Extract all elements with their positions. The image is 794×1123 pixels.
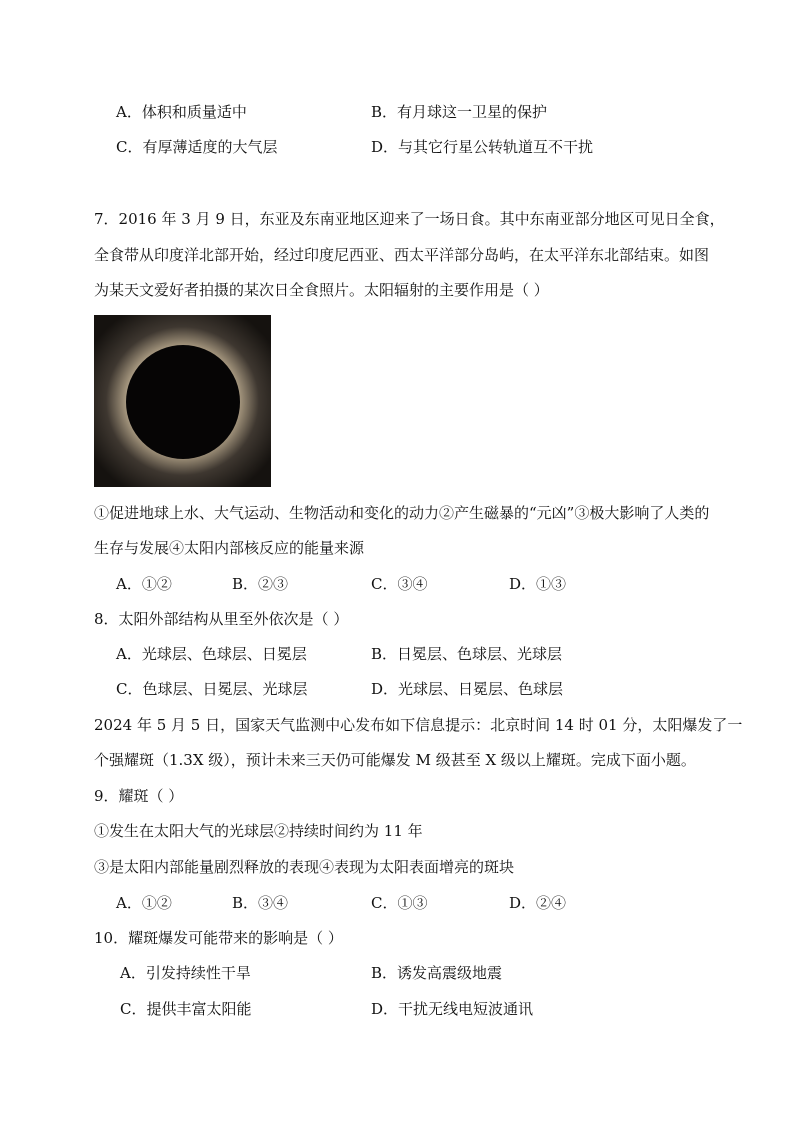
q10-option-a: A．引发持续性干旱 bbox=[120, 964, 251, 982]
q10-stem: 10．耀斑爆发可能带来的影响是（ ） bbox=[94, 929, 343, 947]
q7-option-c: C．③④ bbox=[371, 575, 428, 593]
q6-option-d: D．与其它行星公转轨道互不干扰 bbox=[371, 138, 594, 156]
q10-option-d: D．干扰无线电短波通讯 bbox=[371, 1000, 534, 1018]
q9-option-c: C．①③ bbox=[371, 894, 428, 912]
q7-stem-line-1: 7．2016 年 3 月 9 日，东亚及东南亚地区迎来了一场日食。其中东南亚部分地区可见日全食， bbox=[94, 210, 725, 228]
q6-option-c: C．有厚薄适度的大气层 bbox=[116, 138, 278, 156]
q6-option-b: B．有月球这一卫星的保护 bbox=[371, 103, 548, 121]
q8-option-b: B．日冕层、色球层、光球层 bbox=[371, 645, 563, 663]
q8-option-a: A．光球层、色球层、日冕层 bbox=[116, 645, 307, 663]
q7-stem-line-2: 全食带从印度洋北部开始，经过印度尼西亚、西太平洋部分岛屿，在太平洋东北部结束。如图 bbox=[94, 246, 710, 264]
q9-option-b: B．③④ bbox=[232, 894, 289, 912]
q9-stem: 9．耀斑（ ） bbox=[94, 787, 184, 805]
q8-stem: 8．太阳外部结构从里至外依次是（ ） bbox=[94, 610, 349, 628]
q9-statement-line-1: ①发生在太阳大气的光球层②持续时间约为 11 年 bbox=[94, 822, 423, 840]
q9-statement-line-2: ③是太阳内部能量剧烈释放的表现④表现为太阳表面增亮的斑块 bbox=[94, 858, 515, 876]
q6-option-a: A．体积和质量适中 bbox=[116, 103, 247, 121]
q9-option-a: A．①② bbox=[116, 894, 172, 912]
q8-option-c: C．色球层、日冕层、光球层 bbox=[116, 680, 308, 698]
q7-statement-line-2: 生存与发展④太阳内部核反应的能量来源 bbox=[94, 539, 365, 557]
material-line-2: 个强耀斑（1.3X 级），预计未来三天仍可能爆发 M 级甚至 X 级以上耀斑。完成下面小题。 bbox=[94, 751, 696, 769]
q10-option-b: B．诱发高震级地震 bbox=[371, 964, 503, 982]
q7-stem-line-3: 为某天文爱好者拍摄的某次日全食照片。太阳辐射的主要作用是（ ） bbox=[94, 281, 549, 299]
q7-option-b: B．②③ bbox=[232, 575, 289, 593]
material-line-1: 2024 年 5 月 5 日，国家天气监测中心发布如下信息提示：北京时间 14 时 01 分，太阳爆发了一 bbox=[94, 716, 743, 734]
q7-option-d: D．①③ bbox=[509, 575, 567, 593]
q10-option-c: C．提供丰富太阳能 bbox=[120, 1000, 252, 1018]
q7-statement-line-1: ①促进地球上水、大气运动、生物活动和变化的动力②产生磁暴的“元凶”③极大影响了人类的 bbox=[94, 504, 710, 522]
q8-option-d: D．光球层、日冕层、色球层 bbox=[371, 680, 564, 698]
q9-option-d: D．②④ bbox=[509, 894, 567, 912]
solar-eclipse-photo bbox=[94, 315, 271, 487]
q7-option-a: A．①② bbox=[116, 575, 172, 593]
